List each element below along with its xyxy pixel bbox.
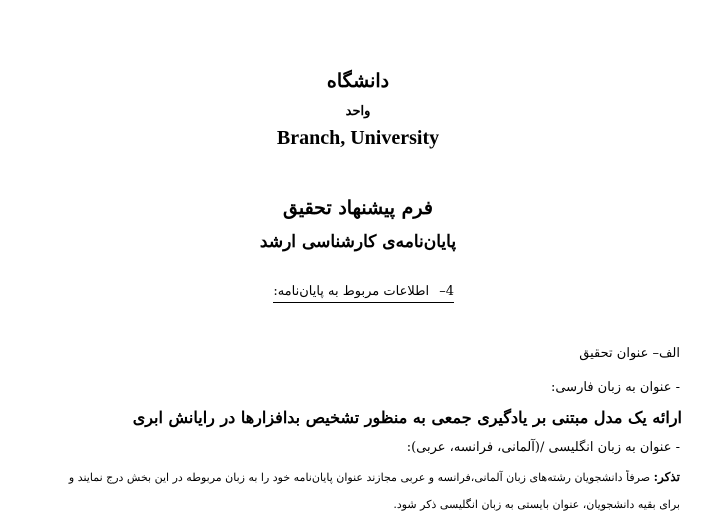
english-title-label: - عنوان به زبان انگلیسی /(آلمانی، فرانسه، عربی): bbox=[406, 440, 680, 455]
note-line-1 bbox=[40, 470, 680, 484]
note-label: تذکر: bbox=[653, 470, 680, 484]
section-number: 4– bbox=[439, 284, 454, 299]
form-subtitle: پایان‌نامه‌ی کارشناسی ارشد bbox=[259, 232, 457, 252]
branch-english: Branch, University bbox=[276, 127, 440, 149]
university-name: دانشگاه bbox=[326, 70, 390, 92]
note-text-1: صرفاً دانشجویان رشته‌های زبان آلمانی،فرانسه و عربی مجازند عنوان پایان‌نامه خود را به زبان مربوطه در این بخش درج نمایند و bbox=[68, 471, 651, 484]
form-title: فرم پیشنهاد تحقیق bbox=[282, 197, 433, 219]
research-title-heading: الف– عنوان تحقیق bbox=[579, 346, 680, 361]
persian-title-value: ارائه یک مدل مبتنی بر یادگیری جمعی به منظور تشخیص بدافزارها در رایانش ابری bbox=[132, 408, 682, 427]
note-line-2: برای بقیه دانشجویان، عنوان بایستی به زبان انگلیسی ذکر شود. bbox=[393, 498, 680, 511]
persian-title-label: - عنوان به زبان فارسی: bbox=[550, 380, 680, 395]
section-heading bbox=[273, 284, 454, 303]
branch-label: واحد bbox=[345, 104, 371, 119]
section-heading-text: اطلاعات مربوط به پایان‌نامه: bbox=[273, 284, 430, 299]
